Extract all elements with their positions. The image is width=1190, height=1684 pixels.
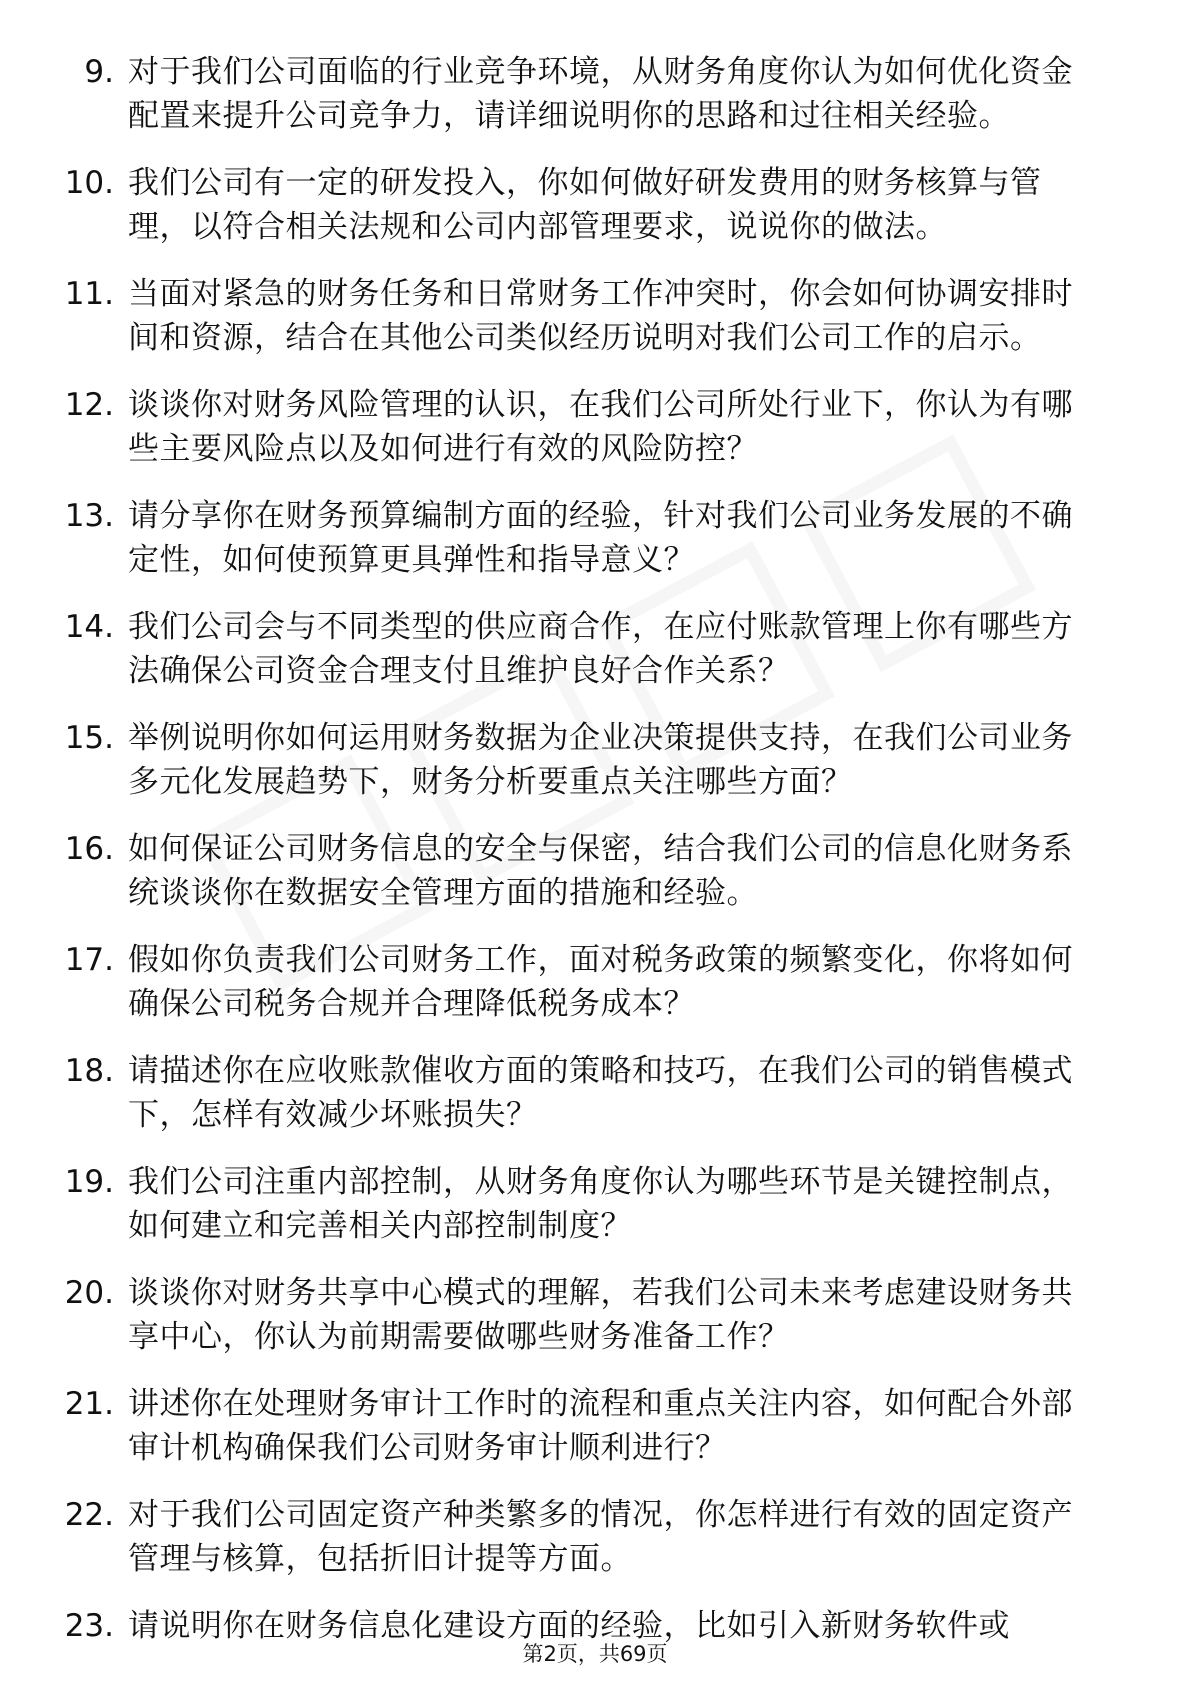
question-number: 17. [64, 942, 114, 978]
page-footer [0, 1640, 1190, 1668]
question-item [0, 161, 1190, 249]
question-number: 21. [64, 1386, 114, 1422]
question-item [0, 50, 1190, 138]
question-number: 22. [64, 1497, 114, 1533]
question-item [0, 1049, 1190, 1137]
question-text: 请说明你在财务信息化建设方面的经验，比如引入新财务软件或 [128, 1608, 1010, 1644]
question-item [0, 1493, 1190, 1581]
question-item [0, 938, 1190, 1026]
question-text: 我们公司注重内部控制，从财务角度你认为哪些环节是关键控制点，如何建立和完善相关内部控制制度？ [128, 1164, 1073, 1244]
question-item [0, 383, 1190, 471]
question-number: 23. [64, 1608, 114, 1644]
question-number: 20. [64, 1275, 114, 1311]
question-text: 请分享你在财务预算编制方面的经验，针对我们公司业务发展的不确定性，如何使预算更具弹性和指导意义？ [128, 498, 1073, 578]
question-text: 假如你负责我们公司财务工作，面对税务政策的频繁变化，你将如何确保公司税务合规并合理降低税务成本？ [128, 942, 1073, 1022]
question-text: 讲述你在处理财务审计工作时的流程和重点关注内容，如何配合外部审计机构确保我们公司财务审计顺利进行？ [128, 1386, 1073, 1466]
question-number: 12. [64, 387, 114, 423]
question-text: 当面对紧急的财务任务和日常财务工作冲突时，你会如何协调安排时间和资源，结合在其他公司类似经历说明对我们公司工作的启示。 [128, 276, 1073, 356]
question-item [0, 605, 1190, 693]
question-text: 我们公司有一定的研发投入，你如何做好研发费用的财务核算与管理，以符合相关法规和公司内部管理要求，说说你的做法。 [128, 165, 1042, 245]
question-item [0, 716, 1190, 804]
question-item [0, 494, 1190, 582]
question-number: 10. [64, 165, 114, 201]
question-text: 举例说明你如何运用财务数据为企业决策提供支持，在我们公司业务多元化发展趋势下，财务分析要重点关注哪些方面？ [128, 720, 1073, 800]
question-item [0, 1160, 1190, 1248]
question-number: 13. [64, 498, 114, 534]
question-item [0, 1382, 1190, 1470]
question-item [0, 272, 1190, 360]
page-number-label: 第2页，共69页 [522, 1642, 668, 1666]
question-number: 16. [64, 831, 114, 867]
question-text: 如何保证公司财务信息的安全与保密，结合我们公司的信息化财务系统谈谈你在数据安全管理方面的措施和经验。 [128, 831, 1073, 911]
question-number: 11. [64, 276, 114, 312]
question-item [0, 1271, 1190, 1359]
question-list [0, 50, 1190, 1671]
question-number: 15. [64, 720, 114, 756]
question-number: 19. [64, 1164, 114, 1200]
question-text: 请描述你在应收账款催收方面的策略和技巧，在我们公司的销售模式下，怎样有效减少坏账损失？ [128, 1053, 1073, 1133]
question-number: 18. [64, 1053, 114, 1089]
question-text: 对于我们公司面临的行业竞争环境，从财务角度你认为如何优化资金配置来提升公司竞争力，请详细说明你的思路和过往相关经验。 [128, 54, 1073, 134]
question-text: 对于我们公司固定资产种类繁多的情况，你怎样进行有效的固定资产管理与核算，包括折旧计提等方面。 [128, 1497, 1073, 1577]
question-text: 谈谈你对财务风险管理的认识，在我们公司所处行业下，你认为有哪些主要风险点以及如何进行有效的风险防控？ [128, 387, 1073, 467]
question-number: 9. [84, 54, 114, 90]
question-number: 14. [64, 609, 114, 645]
question-item [0, 827, 1190, 915]
question-text: 谈谈你对财务共享中心模式的理解，若我们公司未来考虑建设财务共享中心，你认为前期需要做哪些财务准备工作？ [128, 1275, 1073, 1355]
question-text: 我们公司会与不同类型的供应商合作，在应付账款管理上你有哪些方法确保公司资金合理支付且维护良好合作关系？ [128, 609, 1073, 689]
